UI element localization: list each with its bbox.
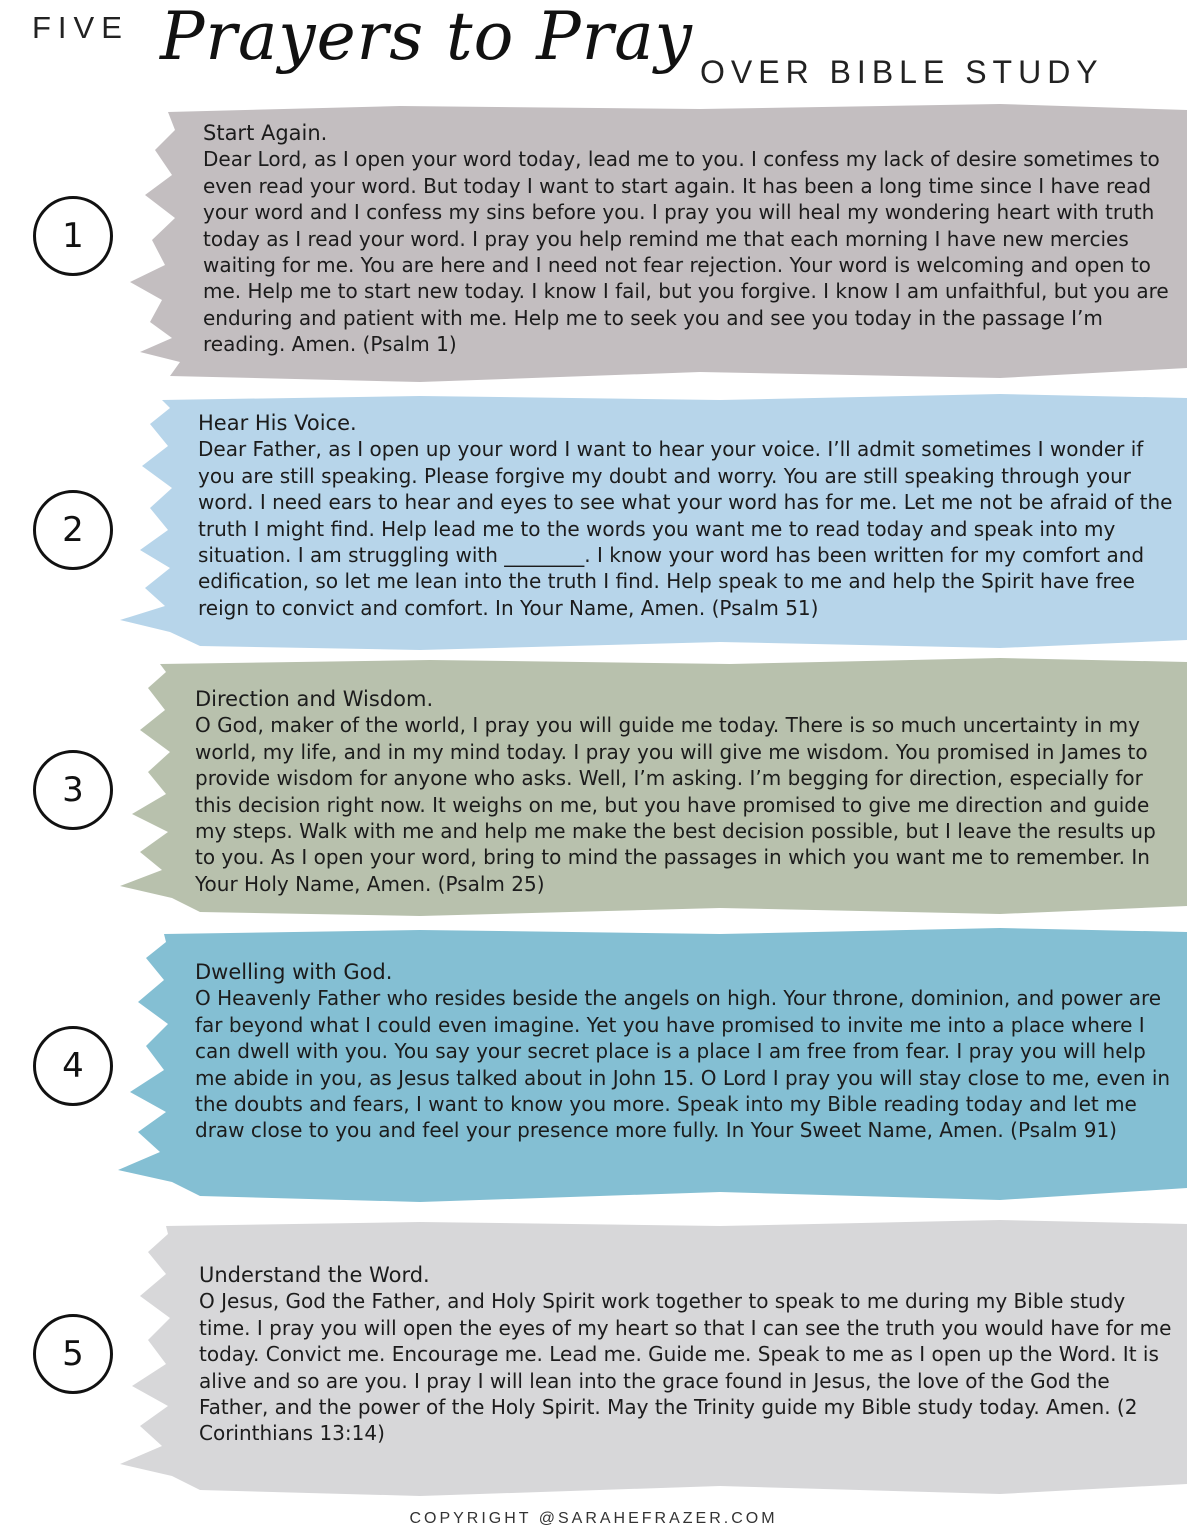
number-circle [33, 196, 113, 276]
prayer-title: Dwelling with God. [195, 960, 393, 984]
prayer-title: Hear His Voice. [198, 411, 357, 435]
prayer-body: O God, maker of the world, I pray you will guide me today. There is so much uncertainty in my world, my life, and in my mind today. I pray you will give me wisdom. You promised in James to provide wisdom for anyone who asks. Well, I’m asking. I’m begging for direction, especially for this decision right now. It weighs on me, but you have promised to give me direction and guide my steps. Walk with me and help me make the best decision possible, but I leave the results up to you. As I open your word, bring to mind the passages in which you want me to remember. In Your Holy Name, Amen. (Psalm 25) [195, 713, 1156, 896]
prayer-section-5 [0, 1220, 1187, 1500]
prayer-body: Dear Lord, as I open your word today, lead me to you. I confess my lack of desire sometimes to even read your word. But today I want to start again. It has been a long time since I have read your word and I confess my sins before you. I pray you will heal my wondering heart with truth today as I read your word. I pray you help remind me that each morning I have new mercies waiting for me. You are here and I need not fear rejection. Your word is welcoming and open to me. Help me to start new today. I know I fail, but you forgive. I know I am unfaithful, but you are enduring and patient with me. Help me to seek you and see you today in the passage I’m reading. Amen. (Psalm 1) [203, 147, 1169, 357]
prayer-title: Start Again. [203, 121, 328, 145]
number-label: 5 [62, 1334, 84, 1374]
prayer-section-1 [0, 100, 1187, 390]
number-label: 3 [62, 770, 84, 810]
prayer-text [199, 1262, 1179, 1447]
number-label: 2 [62, 510, 84, 550]
prayer-section-4 [0, 926, 1187, 1208]
page-header [0, 0, 1187, 100]
prayer-section-2 [0, 392, 1187, 654]
prayer-section-3 [0, 656, 1187, 918]
prayer-title: Understand the Word. [199, 1263, 430, 1287]
page-title: Prayers to Pray [160, 0, 693, 75]
prayer-text [195, 686, 1180, 897]
number-label: 1 [62, 216, 84, 256]
number-circle [33, 1026, 113, 1106]
number-circle [33, 1314, 113, 1394]
prayer-text [198, 410, 1183, 621]
prayer-text [203, 120, 1183, 358]
number-circle [33, 750, 113, 830]
number-label: 4 [62, 1046, 84, 1086]
title-prefix: FIVE [32, 10, 129, 45]
prayer-body: O Jesus, God the Father, and Holy Spirit work together to speak to me during my Bible study time. I pray you will open the eyes of my heart so that I can see the truth you would have for me today. Convict me. Encourage me. Lead me. Guide me. Speak to me as I open up the Word. It is alive and so are you. I pray I will lean into the grace found in Jesus, the love of the God the Father, and the power of the Holy Spirit. May the Trinity guide my Bible study today. Amen. (2 Corinthians 13:14) [199, 1289, 1172, 1446]
prayer-body: Dear Father, as I open up your word I want to hear your voice. I’ll admit sometimes I wonder if you are still speaking. Please forgive my doubt and worry. You are still speaking through your word. I need ears to hear and eyes to see what your word has for me. Let me not be afraid of the truth I might find. Help lead me to the words you want me to read today and speak into my situation. I am struggling with ________. I know your word has been written for my comfort and edification, so let me lean into the truth I find. Help speak to me and help the Spirit have free reign to convict and comfort. In Your Name, Amen. (Psalm 51) [198, 437, 1173, 620]
prayer-body: O Heavenly Father who resides beside the angels on high. Your throne, dominion, and power are far beyond what I could even imagine. Yet you have promised to invite me into a place where I can dwell with you. You say your secret place is a place I am free from fear. I pray you will help me abide in you, as Jesus talked about in John 15. O Lord I pray you will stay close to me, even in the doubts and fears, I want to know you more. Speak into my Bible reading today and let me draw close to you and feel your presence more fully. In Your Sweet Name, Amen. (Psalm 91) [195, 986, 1171, 1143]
prayer-title: Direction and Wisdom. [195, 687, 434, 711]
prayer-text [195, 959, 1183, 1144]
page-subtitle: OVER BIBLE STUDY [700, 54, 1104, 90]
number-circle [33, 490, 113, 570]
copyright-footer: COPYRIGHT @SARAHEFRAZER.COM [409, 1510, 778, 1527]
